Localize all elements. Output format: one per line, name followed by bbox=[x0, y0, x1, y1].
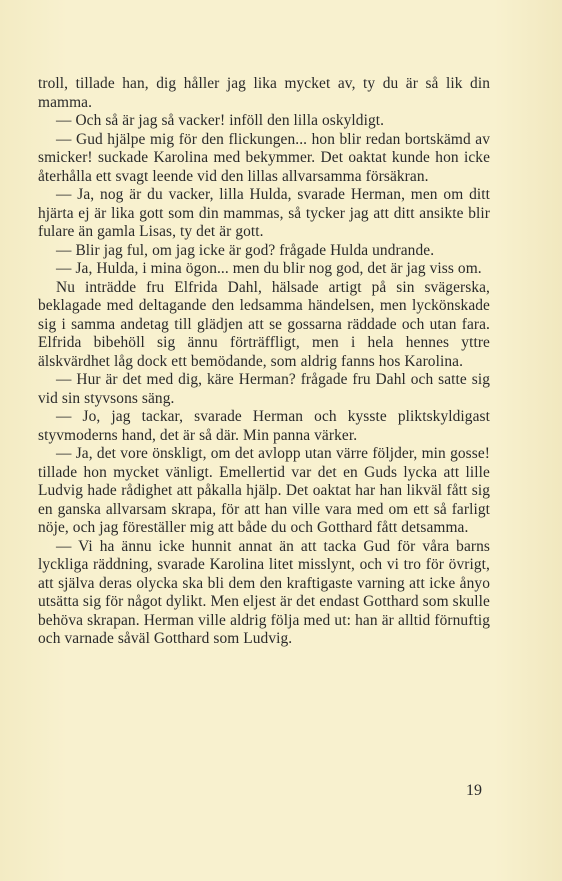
paragraph: — Gud hjälpe mig för den flickungen... hon blir redan bortskämd av smicker! suckade Karolina med bekymmer. Det oaktat kunde hon icke återhålla ett svagt leende vid den lillas allvarsamma försäkran. bbox=[38, 130, 490, 185]
paragraph: — Vi ha ännu icke hunnit annat än att tacka Gud för våra barns lyckliga räddning, svarade Karolina litet misslynt, och vi tro för övrigt, att själva deras olycka ska bli dem den kraftigaste varning att icke ånyo utsätta sig för något dylikt. Men eljest är det endast Gotthard som skulle behöva skrapan. Herman ville aldrig följa med ut: han är alltid förnuftig och varnade såväl Gotthard som Ludvig. bbox=[38, 537, 490, 647]
paragraph: troll, tillade han, dig håller jag lika mycket av, ty du är så lik din mamma. bbox=[38, 75, 490, 111]
paragraph: — Hur är det med dig, käre Herman? frågade fru Dahl och satte sig vid sin styvsons säng. bbox=[38, 371, 490, 407]
paragraph: — Jo, jag tackar, svarade Herman och kysste pliktskyldigast styvmoderns hand, det är så där. Min panna värker. bbox=[38, 408, 490, 444]
paragraph: Nu inträdde fru Elfrida Dahl, hälsade artigt på sin svägerska, beklagade med deltagande den ledsamma händelsen, men lyckönskade sig i samma andetag till glädjen att se gossarna räddade och utan fara. Elfrida bibehöll sig ännu förträffligt, men i hela hennes yttre älskvärdhet låg dock ett bemödande, som aldrig fanns hos Karolina. bbox=[38, 278, 490, 370]
paragraph: — Ja, nog är du vacker, lilla Hulda, svarade Herman, men om ditt hjärta ej är lika gott som din mammas, så tycker jag att ditt ansikte blir fulare än gamla Lisas, ty det är gott. bbox=[38, 186, 490, 240]
paragraph: — Blir jag ful, om jag icke är god? frågade Hulda undrande. bbox=[56, 241, 435, 259]
page-number: 19 bbox=[466, 782, 482, 799]
paragraph: — Och så är jag så vacker! inföll den lilla oskyldigt. bbox=[56, 112, 385, 129]
paragraph: — Ja, det vore önskligt, om det avlopp utan värre följder, min gosse! tillade hon mycket vänligt. Emellertid var det en Guds lycka att lille Ludvig hade rådighet att påkalla hjälp. Det oaktat har han likväl fått sig en ganska allvarsam skrapa, för att han ville vara med om ett så farligt nöje, och jag föreställer mig att både du och Gotthard fått detsamma. bbox=[38, 445, 490, 536]
paragraph: — Ja, Hulda, i mina ögon... men du blir nog god, det är jag viss om. bbox=[56, 260, 482, 277]
body-text bbox=[38, 75, 490, 649]
